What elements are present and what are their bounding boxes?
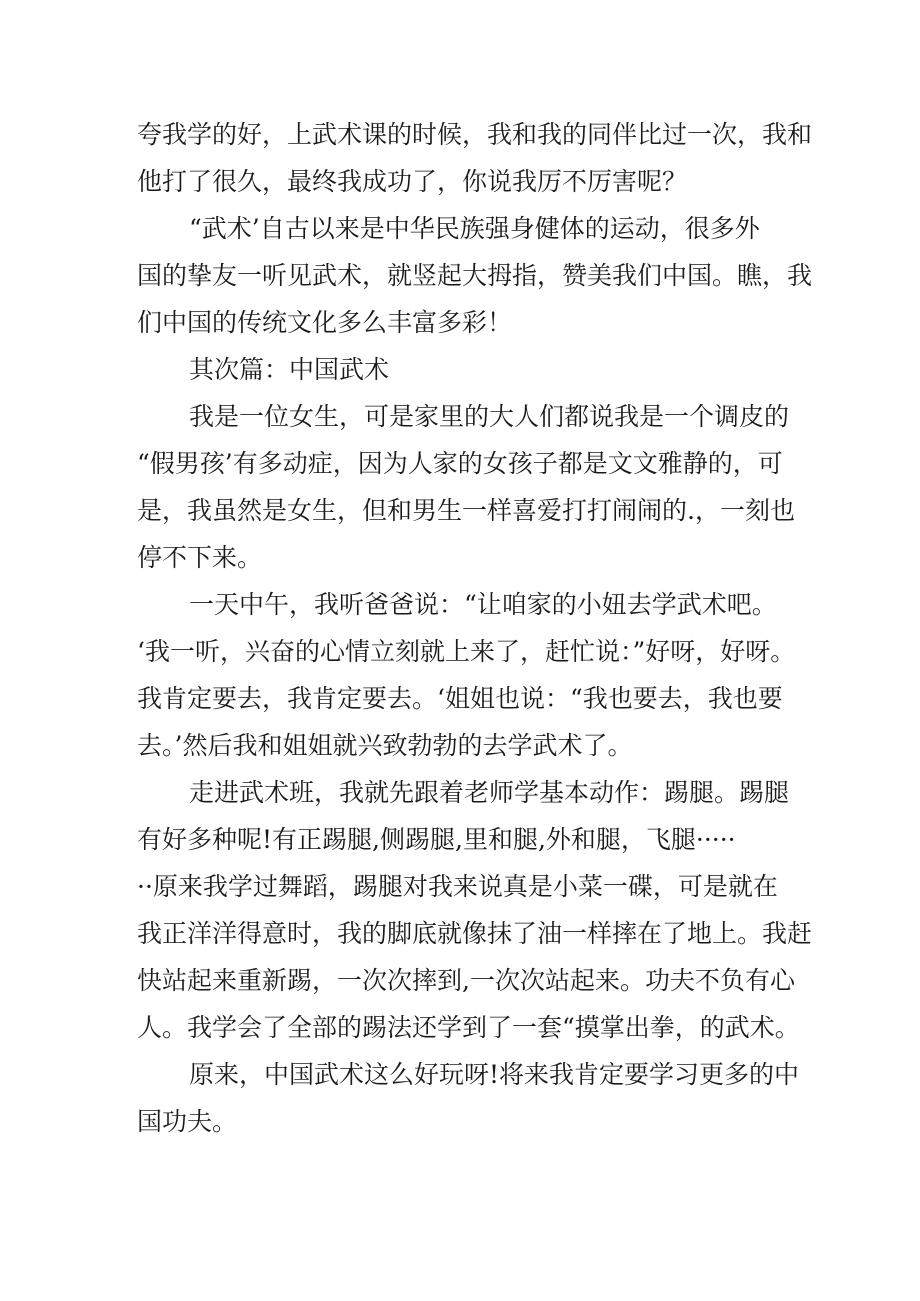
section-heading [137,346,792,393]
text-line: 国的挚友一听见武术，就竖起大拇指，赞美我们中国。瞧，我 [137,261,813,290]
text-line: 我肯定要去，我肯定要去。‘姐姐也说：“我也要去，我也要 [137,684,783,713]
text-line: 们中国的传统文化多么丰富多彩！ [137,308,513,337]
paragraph-1 [137,111,813,205]
text-line: “假男孩’有多动症，因为人家的女孩子都是文文雅静的，可 [137,449,783,478]
paragraph-4 [137,581,796,769]
text-line: 停不下来。 [137,543,263,572]
paragraph-5 [137,769,813,1051]
text-line: 人。我学会了全部的踢法还学到了一套“摸掌出拳，的武术。 [137,1013,800,1042]
text-line: 国功夫。 [137,1107,238,1136]
paragraph-6 [137,1051,800,1145]
heading-line: 其次篇：中国武术 [189,355,390,384]
text-line: ··原来我学过舞蹈，踢腿对我来说真是小菜一碟，可是就在 [137,872,778,901]
text-line: “武术’自古以来是中华民族强身健体的运动，很多外 [189,214,760,243]
paragraph-2 [137,205,813,346]
text-line: ‘我一听，兴奋的心情立刻就上来了，赶忙说：”好呀，好呀。 [137,637,796,666]
document-body [137,111,813,1145]
text-line: 我是一位女生，可是家里的大人们都说我是一个调皮的 [189,402,790,431]
text-line: 夸我学的好，上武术课的时候，我和我的同伴比过一次，我和 [137,120,813,149]
text-line: 是，我虽然是女生，但和男生一样喜爱打打闹闹的.，一刻也 [137,496,795,525]
paragraph-3 [137,393,795,581]
text-line: 快站起来重新踢，一次次摔到,一次次站起来。功夫不负有心 [137,966,795,995]
text-line: 一天中午，我听爸爸说：“让咱家的小妞去学武术吧。 [189,590,777,619]
text-line: 我正洋洋得意时，我的脚底就像抹了油一样摔在了地上。我赶 [137,919,813,948]
text-line: 他打了很久，最终我成功了，你说我厉不厉害呢？ [137,167,688,196]
text-line: 去。’然后我和姐姐就兴致勃勃的去学武术了。 [137,731,633,760]
text-line: 原来，中国武术这么好玩呀!将来我肯定要学习更多的中 [189,1060,800,1089]
text-line: 走进武术班，我就先跟着老师学基本动作：踢腿。踢腿 [189,778,790,807]
text-line: 有好多种呢!有正踢腿,侧踢腿,里和腿,外和腿，飞腿····· [137,825,736,854]
